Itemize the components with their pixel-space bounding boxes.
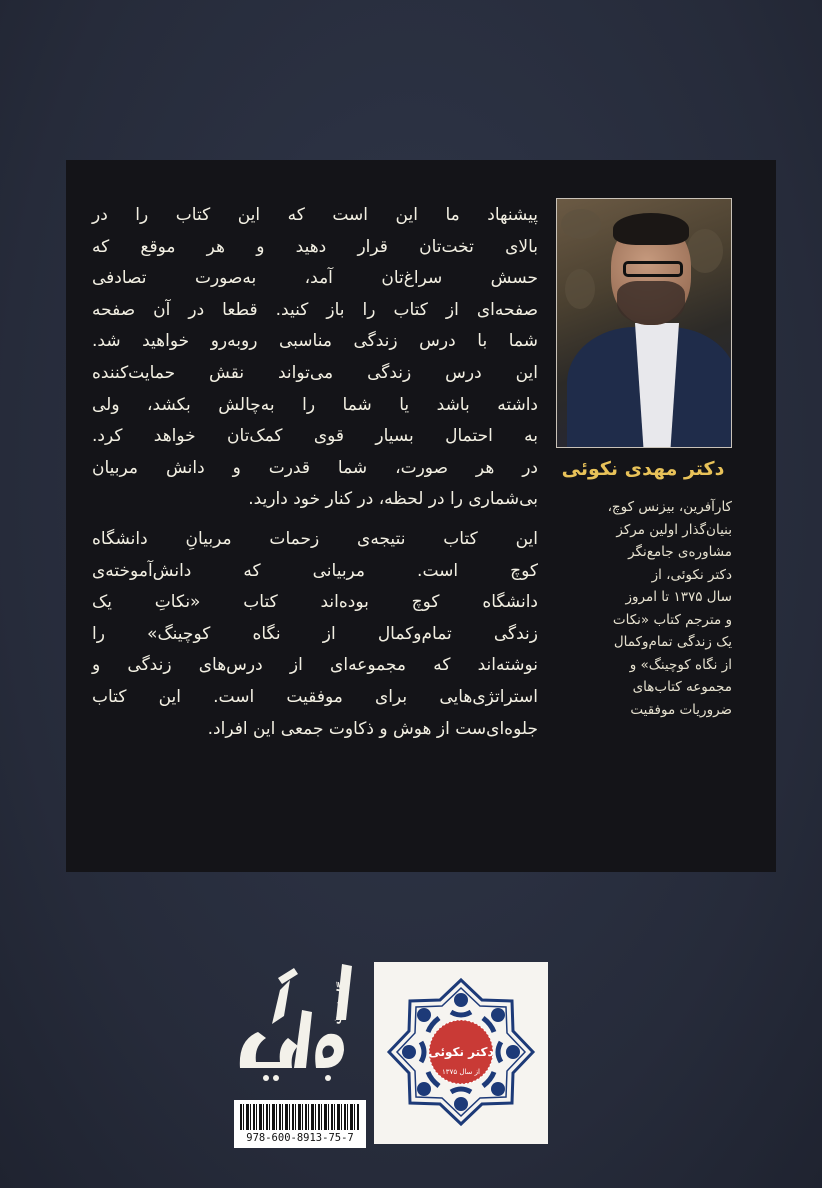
paragraph1-line: این درس زندگی می‌تواند نقش حمایت‌کننده — [92, 362, 538, 383]
body-text — [92, 200, 538, 745]
publisher-logo — [232, 950, 362, 1090]
seal-logo-box — [374, 962, 548, 1144]
paragraph2-line: کوچ است. مربیانی که دانش‌آموخته‌ی — [92, 560, 538, 581]
author-bio — [556, 496, 732, 721]
bio-line: و مترجم کتاب «نکات — [612, 611, 732, 628]
bio-line: دکتر نکوئی، از — [651, 566, 732, 583]
paragraph2-line: استراتژی‌هایی برای موفقیت است. این کتاب — [92, 686, 538, 707]
bio-line: یک زندگی تمام‌وکمال — [613, 634, 732, 650]
bio-line: مجموعه کتاب‌های — [632, 679, 732, 695]
paragraph2-line: این کتاب نتیجه‌ی زحمات مربیانِ دانشگاه — [92, 528, 538, 549]
paragraph1-line: صفحه‌ای از کتاب را باز کنید. قطعا در آن صفحه — [92, 299, 538, 320]
barcode — [234, 1100, 366, 1148]
author-name: دکتر مهدی نکوئی — [561, 458, 725, 480]
seal-year-text: از سال ۱۳۷۵ — [442, 1068, 480, 1076]
bio-line: از نگاه کوچینگ» و — [629, 656, 732, 673]
paragraph1-line: بالای تخت‌تان قرار دهید و هر موقع که — [92, 236, 538, 257]
paragraph1-line: بی‌شماری را در لحظه، در کنار خود دارید. — [248, 489, 538, 510]
publisher-name: نگاه نوین — [330, 978, 349, 1025]
paragraph1-line: شما با درس زندگی مناسبی روبه‌رو خواهید شد. — [92, 331, 538, 352]
bio-line: بنیان‌گذار اولین مرکز — [616, 521, 732, 538]
bio-line: سال ۱۳۷۵ تا امروز — [625, 589, 732, 605]
bio-line: ضروریات موفقیت — [630, 701, 732, 718]
paragraph1-line: داشته باشد یا شما را به‌چالش بکشد، ولی — [92, 394, 538, 415]
seal-center-text: دکتر نکوئی — [428, 1045, 494, 1059]
paragraph1-line: در هر صورت، شما قدرت و دانش مربیان — [92, 457, 538, 478]
bio-line: کارآفرین، بیزنس کوچ، — [607, 499, 732, 515]
paragraph2-line: جلوه‌ای‌ست از هوش و ذکاوت جمعی این افراد. — [207, 718, 538, 739]
paragraph1-line: به احتمال بسیار قوی کمک‌تان خواهد کرد. — [92, 426, 538, 447]
paragraph1-line: حسش سراغ‌تان آمد، به‌صورت تصادفی — [92, 268, 538, 289]
barcode-bars — [240, 1104, 360, 1130]
bio-line: مشاوره‌ی جامع‌نگر — [628, 544, 732, 560]
paragraph2-line: زندگی تمام‌وکمال از نگاه کوچینگ» را — [92, 623, 538, 644]
paragraph1-line: پیشنهاد ما این است که این کتاب را در — [92, 205, 538, 225]
seal-logo — [374, 962, 548, 1144]
author-photo — [556, 198, 732, 448]
paragraph2-line: دانشگاه کوچ بوده‌اند کتاب «نکاتِ یک — [92, 592, 538, 613]
isbn-number: 978-600-8913-75-7 — [246, 1132, 354, 1144]
paragraph2-line: نوشته‌اند که مجموعه‌ای از درس‌های زندگی و — [92, 655, 538, 676]
